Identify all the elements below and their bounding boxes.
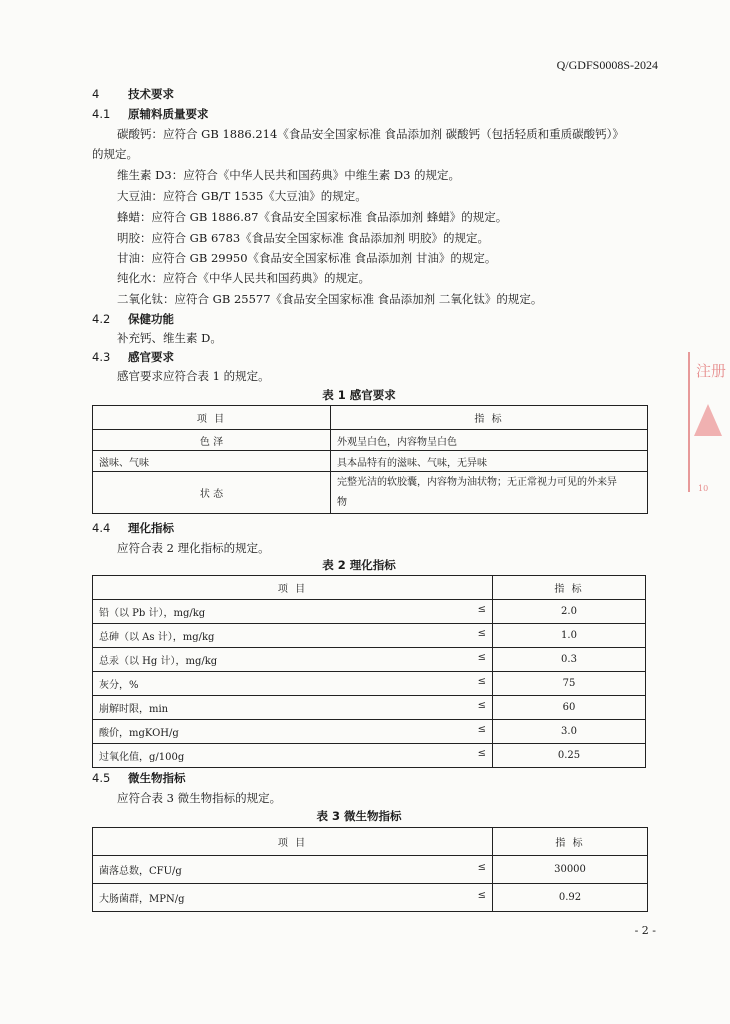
- section-number: 4: [92, 87, 100, 101]
- le-sign: ≤: [477, 890, 486, 901]
- table-header-row: [93, 828, 648, 856]
- section-intro-text: 应符合表 2 理化指标的规定。: [117, 541, 270, 555]
- item-cell: 状 态: [93, 472, 331, 514]
- section-number: 4.4: [92, 521, 111, 535]
- item-label: 大肠菌群，MPN/g: [99, 894, 185, 905]
- material-line: 的规定。: [92, 147, 138, 161]
- column-header-index: 指 标: [493, 828, 648, 856]
- index-cell: [331, 472, 648, 514]
- table-row: [93, 720, 646, 744]
- table-row: [93, 744, 646, 768]
- material-line: 二氧化钛：应符合 GB 25577《食品安全国家标准 食品添加剂 二氧化钛》的规定。: [117, 292, 543, 306]
- value-cell: 0.92: [493, 884, 648, 912]
- stamp-text: 注册: [696, 362, 727, 380]
- health-function-text: 补充钙、维生素 D。: [117, 331, 222, 345]
- material-line: 明胶：应符合 GB 6783《食品安全国家标准 食品添加剂 明胶》的规定。: [117, 231, 490, 245]
- item-cell: [93, 744, 493, 768]
- section-number: 4.2: [92, 312, 111, 326]
- table-header-row: [93, 576, 646, 600]
- table-row: [93, 856, 648, 884]
- item-cell: [93, 720, 493, 744]
- value-cell: 0.25: [493, 744, 646, 768]
- material-line: 甘油：应符合 GB 29950《食品安全国家标准 食品添加剂 甘油》的规定。: [117, 251, 497, 265]
- table-1-caption: 表 1 感官要求: [322, 388, 396, 402]
- section-title: 微生物指标: [128, 771, 186, 785]
- le-sign: ≤: [477, 862, 486, 873]
- material-line: 大豆油：应符合 GB/T 1535《大豆油》的规定。: [117, 189, 367, 203]
- item-label: 铅（以 Pb 计），mg/kg: [99, 608, 206, 619]
- material-line: 维生素 D3：应符合《中华人民共和国药典》中维生素 D3 的规定。: [117, 168, 461, 182]
- section-number: 4.3: [92, 350, 111, 364]
- table-1-sensory: [92, 405, 648, 514]
- section-intro-text: 应符合表 3 微生物指标的规定。: [117, 791, 282, 805]
- item-cell: [93, 696, 493, 720]
- table-row: [93, 884, 648, 912]
- column-header-item: 项 目: [93, 406, 331, 430]
- section-title: 感官要求: [128, 350, 174, 364]
- item-cell: [93, 600, 493, 624]
- item-label: 酸价，mgKOH/g: [99, 728, 179, 739]
- item-cell: 色 泽: [93, 430, 331, 451]
- le-sign: ≤: [477, 748, 486, 759]
- column-header-index: 指 标: [493, 576, 646, 600]
- stamp-number: 10: [698, 484, 709, 493]
- le-sign: ≤: [477, 700, 486, 711]
- material-line: 蜂蜡：应符合 GB 1886.87《食品安全国家标准 食品添加剂 蜂蜡》的规定。: [117, 210, 508, 224]
- value-cell: 75: [493, 672, 646, 696]
- section-title: 理化指标: [128, 521, 174, 535]
- section-4-1-heading: [92, 106, 209, 122]
- table-header-row: [93, 406, 648, 430]
- index-cell: 外观呈白色，内容物呈白色: [331, 430, 648, 451]
- stamp-star-icon: [694, 404, 722, 436]
- value-cell: 3.0: [493, 720, 646, 744]
- item-cell: [93, 672, 493, 696]
- table-2-physicochemical: [92, 575, 646, 768]
- le-sign: ≤: [477, 604, 486, 615]
- column-header-item: 项 目: [93, 576, 493, 600]
- le-sign: ≤: [477, 652, 486, 663]
- section-4-4-heading: [92, 520, 174, 536]
- table-row: [93, 624, 646, 648]
- item-label: 过氧化值，g/100g: [99, 752, 185, 763]
- table-3-caption: 表 3 微生物指标: [316, 809, 402, 823]
- item-cell: [93, 856, 493, 884]
- section-title: 技术要求: [128, 87, 174, 101]
- table-row: [93, 472, 648, 514]
- item-cell: [93, 648, 493, 672]
- table-row: [93, 648, 646, 672]
- le-sign: ≤: [477, 724, 486, 735]
- item-cell: [93, 884, 493, 912]
- document-code: Q/GDFS0008S-2024: [556, 58, 658, 72]
- column-header-index: 指 标: [331, 406, 648, 430]
- section-4-5-heading: [92, 770, 186, 786]
- item-label: 崩解时限，min: [99, 704, 169, 715]
- index-cell-line: 物: [337, 496, 347, 508]
- item-label: 总砷（以 As 计），mg/kg: [99, 632, 215, 643]
- item-cell: 滋味、气味: [93, 451, 331, 472]
- index-cell-line: 完整光洁的软胶囊，内容物为油状物；无正常视力可见的外来异: [337, 476, 617, 488]
- table-row: [93, 600, 646, 624]
- section-intro-text: 感官要求应符合表 1 的规定。: [117, 369, 270, 383]
- section-4-heading: [92, 86, 174, 102]
- item-cell: [93, 624, 493, 648]
- section-4-2-heading: [92, 311, 174, 327]
- item-label: 总汞（以 Hg 计），mg/kg: [99, 656, 218, 667]
- index-cell: 具本品特有的滋味、气味，无异味: [331, 451, 648, 472]
- section-number: 4.1: [92, 107, 111, 121]
- value-cell: 2.0: [493, 600, 646, 624]
- table-row: [93, 696, 646, 720]
- value-cell: 0.3: [493, 648, 646, 672]
- section-number: 4.5: [92, 771, 111, 785]
- table-3-microbial: [92, 827, 648, 912]
- section-title: 原辅料质量要求: [128, 107, 209, 121]
- value-cell: 30000: [493, 856, 648, 884]
- value-cell: 1.0: [493, 624, 646, 648]
- table-row: [93, 672, 646, 696]
- section-title: 保健功能: [128, 312, 174, 326]
- le-sign: ≤: [477, 628, 486, 639]
- material-line: 碳酸钙：应符合 GB 1886.214《食品安全国家标准 食品添加剂 碳酸钙（包括轻质和重质碳酸钙）》: [117, 127, 624, 141]
- material-line: 纯化水：应符合《中华人民共和国药典》的规定。: [117, 271, 370, 285]
- column-header-item: 项 目: [93, 828, 493, 856]
- table-row: [93, 451, 648, 472]
- table-2-caption: 表 2 理化指标: [322, 558, 396, 572]
- item-label: 菌落总数，CFU/g: [99, 866, 182, 877]
- value-cell: 60: [493, 696, 646, 720]
- page-number: - 2 -: [634, 924, 656, 937]
- section-4-3-heading: [92, 349, 174, 365]
- item-label: 灰分，%: [99, 680, 139, 691]
- table-row: [93, 430, 648, 451]
- le-sign: ≤: [477, 676, 486, 687]
- red-seal-stamp: [688, 352, 730, 492]
